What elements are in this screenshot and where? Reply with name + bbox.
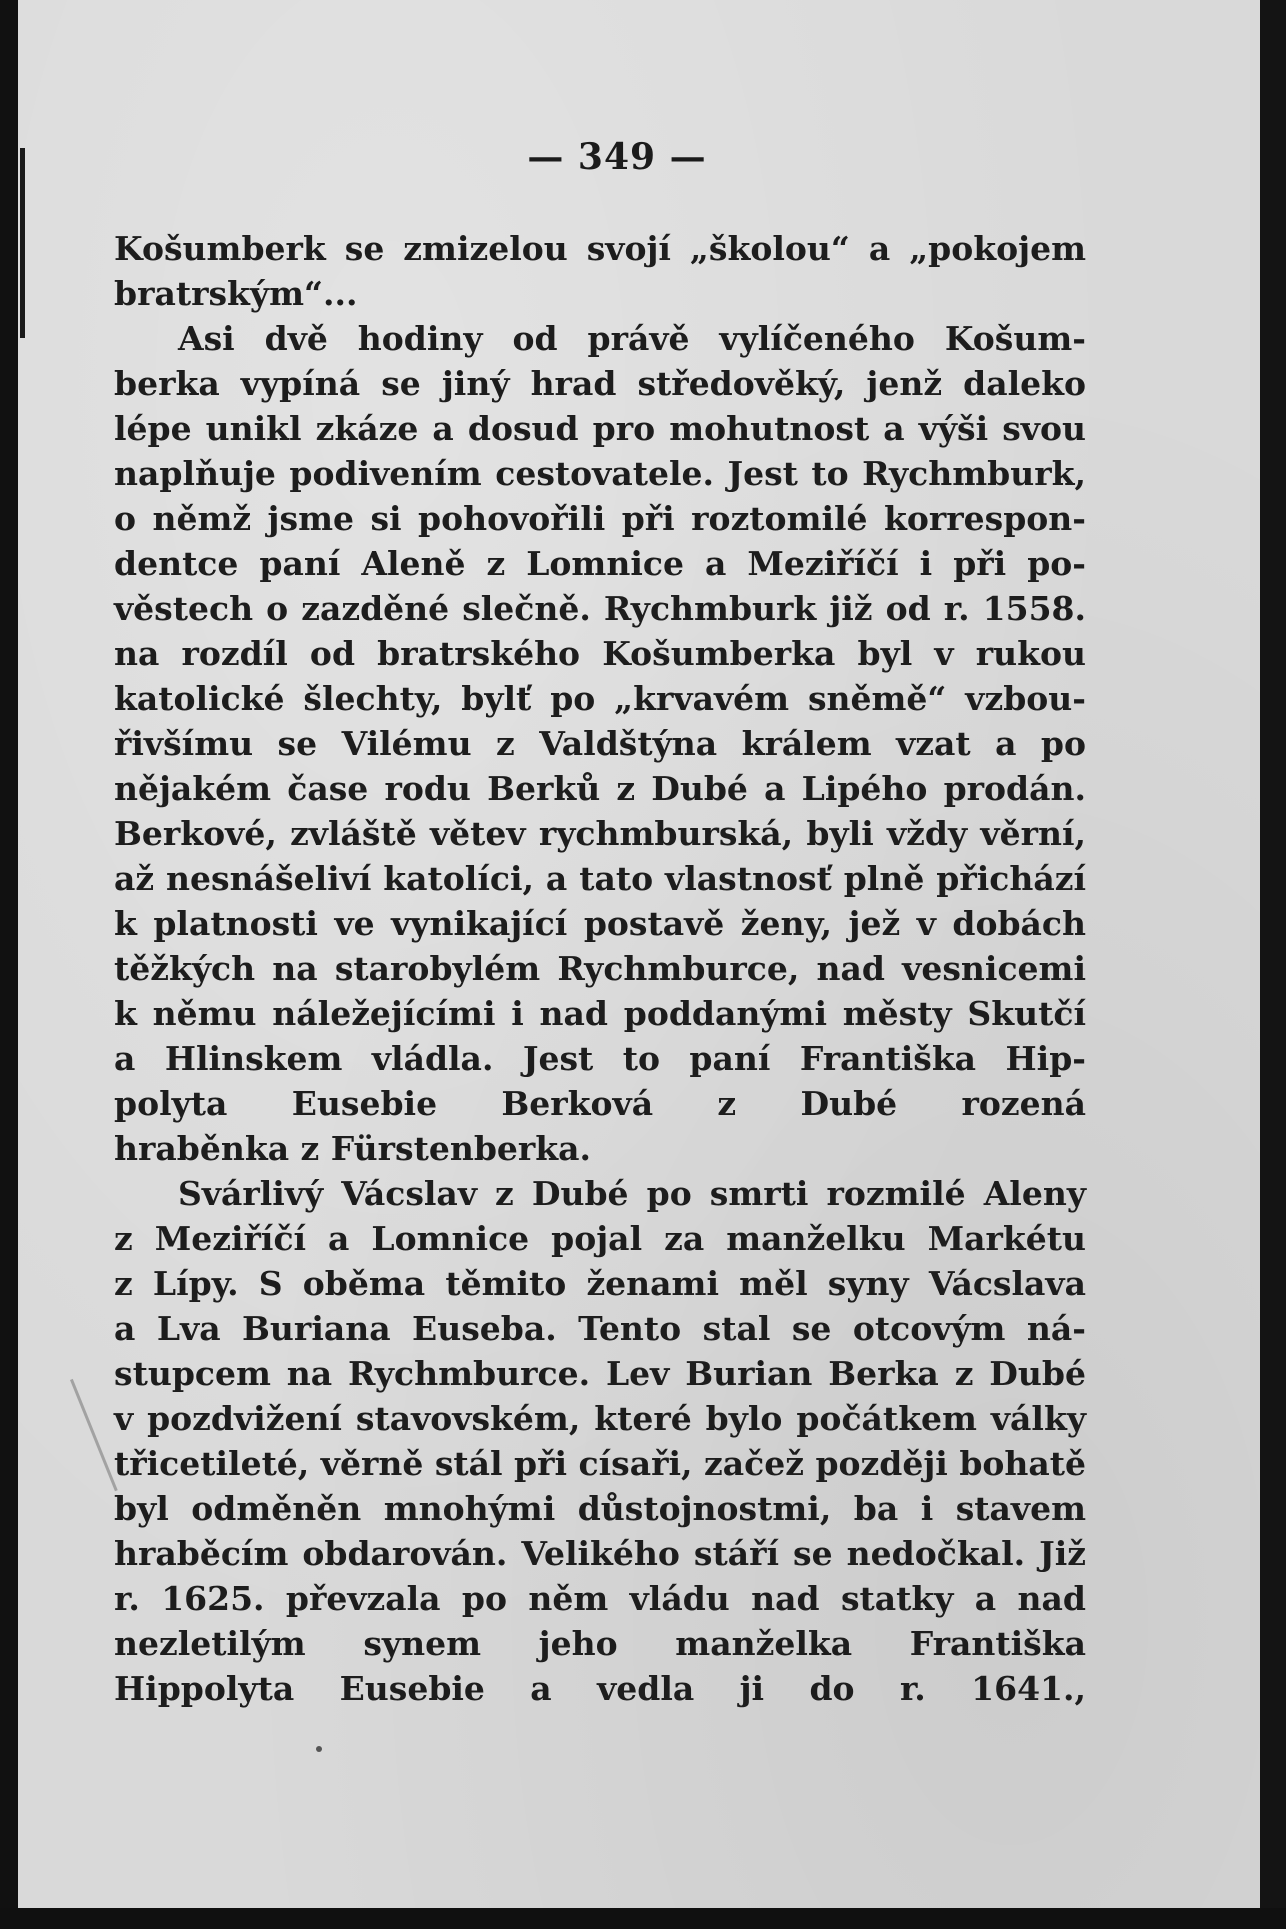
text-line: lépe unikl zkáze a dosud pro mohutnost a výši svou [114,409,1086,448]
text-line: a Hlinskem vládla. Jest to paní Františka Hip- [114,1039,1086,1078]
text-line: o němž jsme si pohovořili při roztomilé korrespon- [114,499,1086,538]
text-line: berka vypíná se jiný hrad středověký, jenž daleko [114,364,1086,403]
text-line: z Meziříčí a Lomnice pojal za manželku Markétu [114,1219,1086,1258]
text-line: třicetileté, věrně stál při císaři, začež později bohatě [114,1444,1087,1483]
book-spine-shadow [0,0,18,1929]
text-line: z Lípy. S oběma těmito ženami měl syny Vácslava [114,1264,1086,1303]
text-line: až nesnášeliví katolíci, a tato vlastnosť plně přichází [114,859,1086,898]
text-line: r. 1625. převzala po něm vládu nad statky a nad [114,1579,1086,1618]
page-bottom-edge [0,1908,1286,1929]
text-line: k platnosti ve vynikající postavě ženy, jež v dobách [114,904,1086,943]
text-line: hraběcím obdarován. Velikého stáří se nedočkal. Již [114,1534,1086,1573]
spine-mark [20,148,25,338]
text-line: Košumberk se zmizelou svojí „školou“ a „pokojem [114,229,1086,268]
text-line: Hippolyta Eusebie a vedla ji do r. 1641., [114,1669,1086,1708]
text-line: byl odměněn mnohými důstojnostmi, ba i stavem [114,1489,1086,1528]
text-line: na rozdíl od bratrského Košumberka byl v rukou [114,634,1086,673]
text-line: hraběnka z Fürstenberka. [114,1129,592,1168]
text-line: řivšímu se Vilému z Valdštýna králem vzat a po [114,724,1086,763]
text-line: a Lva Buriana Euseba. Tento stal se otcovým ná- [114,1309,1086,1348]
text-line: nějakém čase rodu Berků z Dubé a Lipého prodán. [114,769,1086,808]
text-line: nezletilým synem jeho manželka Františka [114,1624,1086,1663]
body-text [114,226,1086,1711]
page-number: — 349 — [527,136,707,178]
text-line: těžkých na starobylém Rychmburce, nad vesnicemi [114,949,1086,988]
page-right-edge [1260,0,1286,1929]
text-line: věstech o zazděné slečně. Rychmburk již od r. 1558. [114,589,1086,628]
text-line: k němu náležejícími i nad poddanými městy Skutčí [114,994,1086,1033]
text-line: stupcem na Rychmburce. Lev Burian Berka z Dubé [114,1354,1086,1393]
text-line: naplňuje podivením cestovatele. Jest to Rychmburk, [114,454,1086,493]
text-line: Asi dvě hodiny od právě vylíčeného Košum- [178,319,1086,358]
text-line: polyta Eusebie Berková z Dubé rozená [114,1084,1086,1123]
text-line: katolické šlechty, bylť po „krvavém sněmě“ vzbou- [114,679,1086,718]
text-line: dentce paní Aleně z Lomnice a Meziříčí i při po- [114,544,1086,583]
ink-dot [316,1746,322,1752]
text-line: bratrským“... [114,274,358,313]
text-line: v pozdvižení stavovském, které bylo počátkem války [114,1399,1086,1438]
text-line: Berkové, zvláště větev rychmburská, byli vždy věrní, [114,814,1086,853]
text-line: Svárlivý Vácslav z Dubé po smrti rozmilé Aleny [178,1174,1086,1213]
